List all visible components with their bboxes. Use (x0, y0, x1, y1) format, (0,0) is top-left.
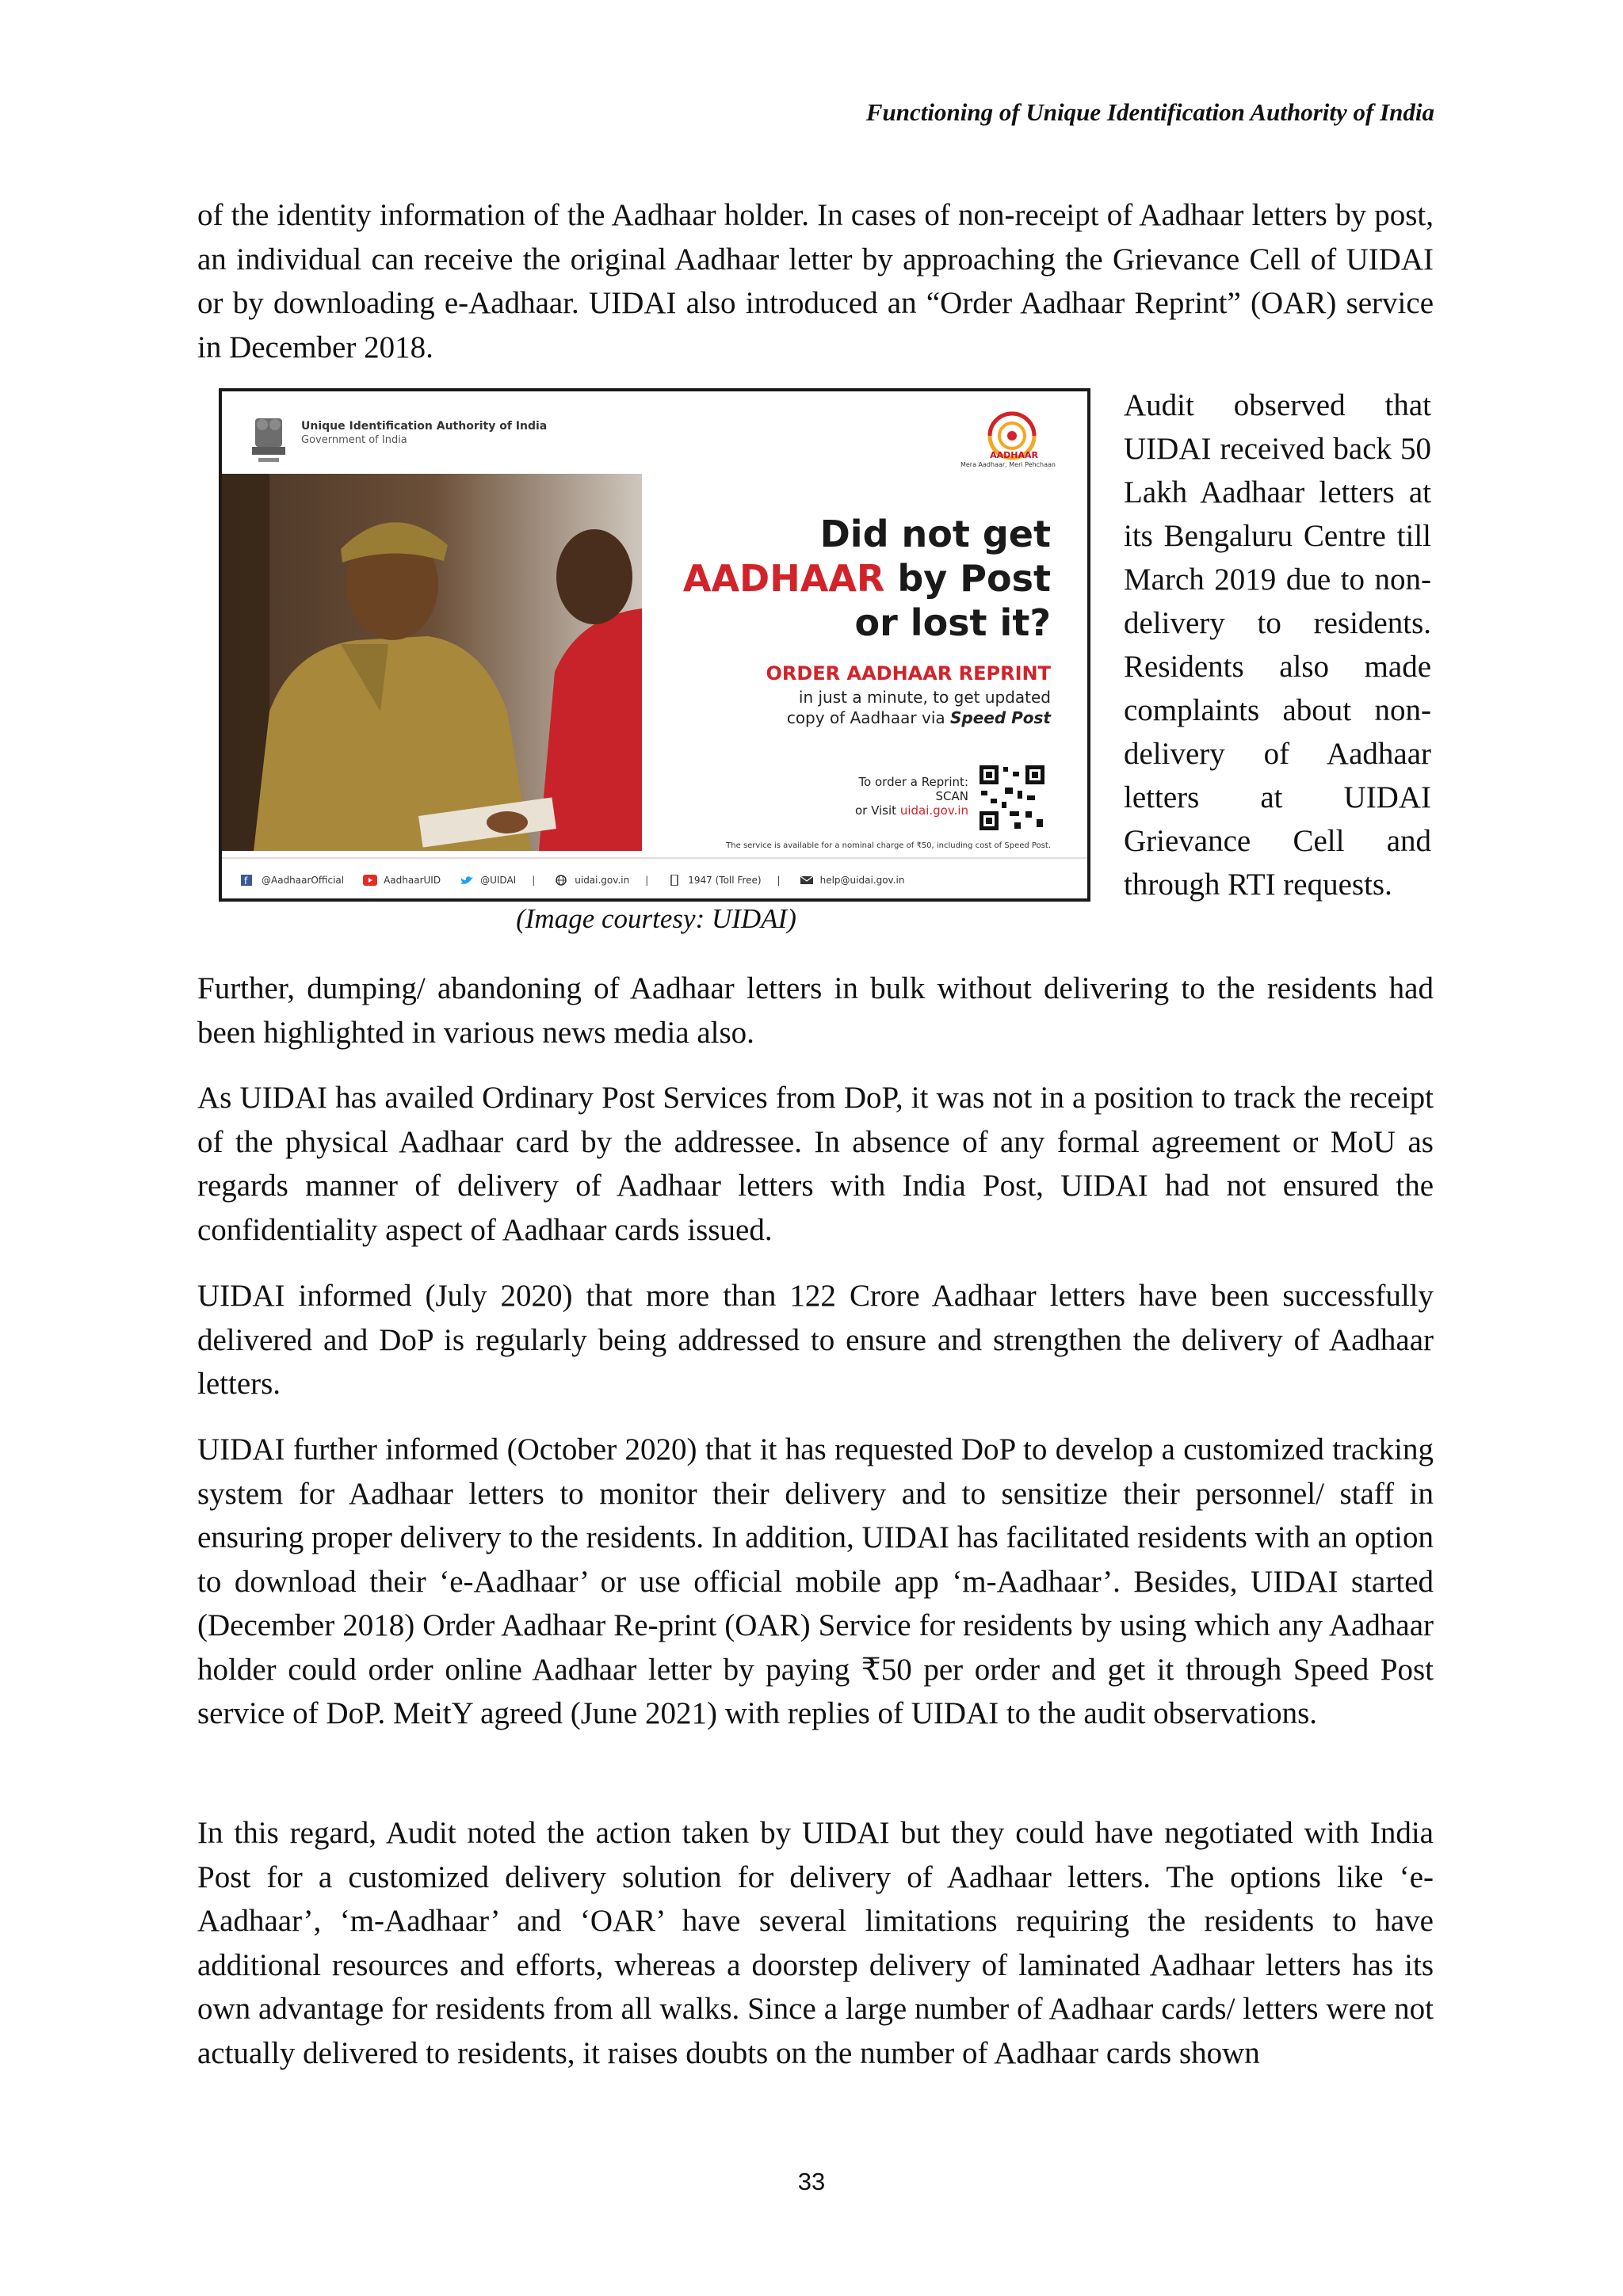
aadhaar-logo-text: AADHAAR (990, 450, 1038, 460)
youtube-icon (363, 875, 377, 886)
page-number: 33 (797, 2168, 826, 2195)
facebook-icon (241, 875, 255, 886)
paragraph-5: UIDAI further informed (October 2020) that it has requested DoP to develop a customized tracking system for Aadhaar letters to monitor their delivery and to sensitize their personnel/ staff in ensuring proper delivery to the residents. In addition, UIDAI has facilitated residents with an option to download their ‘e-Aadhaar’ or use official mobile app ‘m-Aadhaar’. Besides, UIDAI started (December 2018) Order Aadhaar Re-print (OAR) Service for residents by using which any Aadhaar holder could order online Aadhaar letter by paying ₹50 per order and get it through Speed Post service of DoP. MeitY agreed (June 2021) with replies of UIDAI to the audit observations. (197, 1432, 1434, 1730)
poster-headline-aadhaar: AADHAAR (682, 557, 885, 600)
globe-icon (554, 875, 568, 886)
poster-text-panel (642, 474, 1087, 851)
qr-code-icon (978, 764, 1046, 832)
paragraph-6: In this regard, Audit noted the action taken by UIDAI but they could have negotiated with India Post for a customized delivery solution for delivery of Aadhaar letters. The options like ‘e-Aadhaar’, ‘m-Aadhaar’ and ‘OAR’ have several limitations requiring the residents to have additional resources and efforts, whereas a doorstep delivery of laminated Aadhaar letters has its own advantage for residents from all walks. Since a large number of Aadhaar cards/ letters were not actually delivered to residents, it raises doubts on the number of Aadhaar cards shown (197, 1816, 1434, 2070)
poster-headline-by-post: by Post (884, 557, 1051, 600)
service-charge-note: The service is available for a nominal charge of ₹50, including cost of Speed Post. (726, 841, 1051, 850)
footer-separator: | (532, 875, 536, 886)
national-emblem-icon (247, 410, 290, 469)
footer-separator: | (777, 875, 781, 886)
aadhaar-tagline: Mera Aadhaar, Meri Pehchaan (960, 461, 1056, 468)
twitter-handle: @UIDAI (480, 875, 517, 886)
org-name: Unique Identification Authority of India (301, 420, 548, 433)
oar-subtitle-1: in just a minute, to get updated (798, 688, 1051, 707)
poster-headline-line2 (683, 556, 1051, 601)
figure-caption: (Image courtesy: UIDAI) (516, 903, 796, 934)
postman-photo (222, 474, 642, 851)
poster-headline-line3: or lost it? (854, 601, 1051, 644)
reprint-visit-prefix: or Visit (854, 803, 900, 818)
org-subtitle: Government of India (301, 434, 407, 446)
reprint-instruction-1: To order a Reprint: (858, 775, 968, 789)
side-paragraph: Audit observed that UIDAI received back 50 Lakh Aadhaar letters at its Bengaluru Centre till March 2019 due to non-delivery to residents. Residents also made complaints about non-delivery of Aadhaar letters at UIDAI Grievance Cell and through RTI requests. (1124, 388, 1431, 902)
poster-email (800, 875, 905, 886)
paragraph-2: Further, dumping/ abandoning of Aadhaar letters in bulk without delivering to the residents had been highlighted in various news media also. (197, 971, 1434, 1050)
reprint-visit-link: uidai.gov.in (899, 803, 968, 818)
poster-web (554, 875, 629, 886)
svg-text:f: f (244, 875, 248, 886)
poster-phone (667, 875, 761, 886)
poster-twitter (460, 875, 516, 886)
help-email: help@uidai.gov.in (819, 875, 905, 886)
oar-poster-image (219, 388, 1090, 902)
footer-separator: | (645, 875, 649, 886)
toll-free-number: 1947 (Toll Free) (688, 875, 762, 886)
poster-youtube (363, 875, 441, 886)
paragraph-1: of the identity information of the Aadhaar holder. In cases of non-receipt of Aadhaar letters by post, an individual can receive the original Aadhaar letter by approaching the Grievance Cell of UIDAI or by downloading e-Aadhaar. UIDAI also introduced an “Order Aadhaar Reprint” (OAR) service in December 2018. (197, 198, 1434, 364)
poster-header (222, 391, 1087, 474)
mobile-phone-icon (667, 875, 682, 886)
oar-subtitle-2 (787, 708, 1051, 727)
reprint-instruction-2: SCAN (935, 789, 968, 803)
poster-facebook (241, 875, 344, 886)
website-text: uidai.gov.in (575, 875, 630, 886)
oar-title: ORDER AADHAAR REPRINT (766, 662, 1051, 685)
youtube-handle: AadhaarUID (384, 875, 441, 886)
paragraph-3: As UIDAI has availed Ordinary Post Services from DoP, it was not in a position to track the receipt of the physical Aadhaar card by the addressee. In absence of any formal agreement or MoU as regards manner of delivery of Aadhaar letters with India Post, UIDAI had not ensured the confidentiality aspect of Aadhaar cards issued. (197, 1081, 1434, 1247)
paragraph-4: UIDAI informed (July 2020) that more than 122 Crore Aadhaar letters have been successfully delivered and DoP is regularly being addressed to ensure and strengthen the delivery of Aadhaar letters. (197, 1279, 1434, 1401)
facebook-handle: @AadhaarOfficial (262, 875, 345, 886)
poster-headline-line1: Did not get (819, 513, 1051, 555)
reprint-instruction-3 (855, 803, 968, 818)
oar-subtitle-2-prefix: copy of Aadhaar via (786, 708, 950, 727)
twitter-icon (460, 875, 474, 886)
poster-footer (222, 857, 1087, 902)
envelope-icon (800, 875, 814, 886)
running-header: Functioning of Unique Identification Authority of India (865, 98, 1434, 126)
oar-subtitle-2-speedpost: Speed Post (950, 708, 1051, 727)
